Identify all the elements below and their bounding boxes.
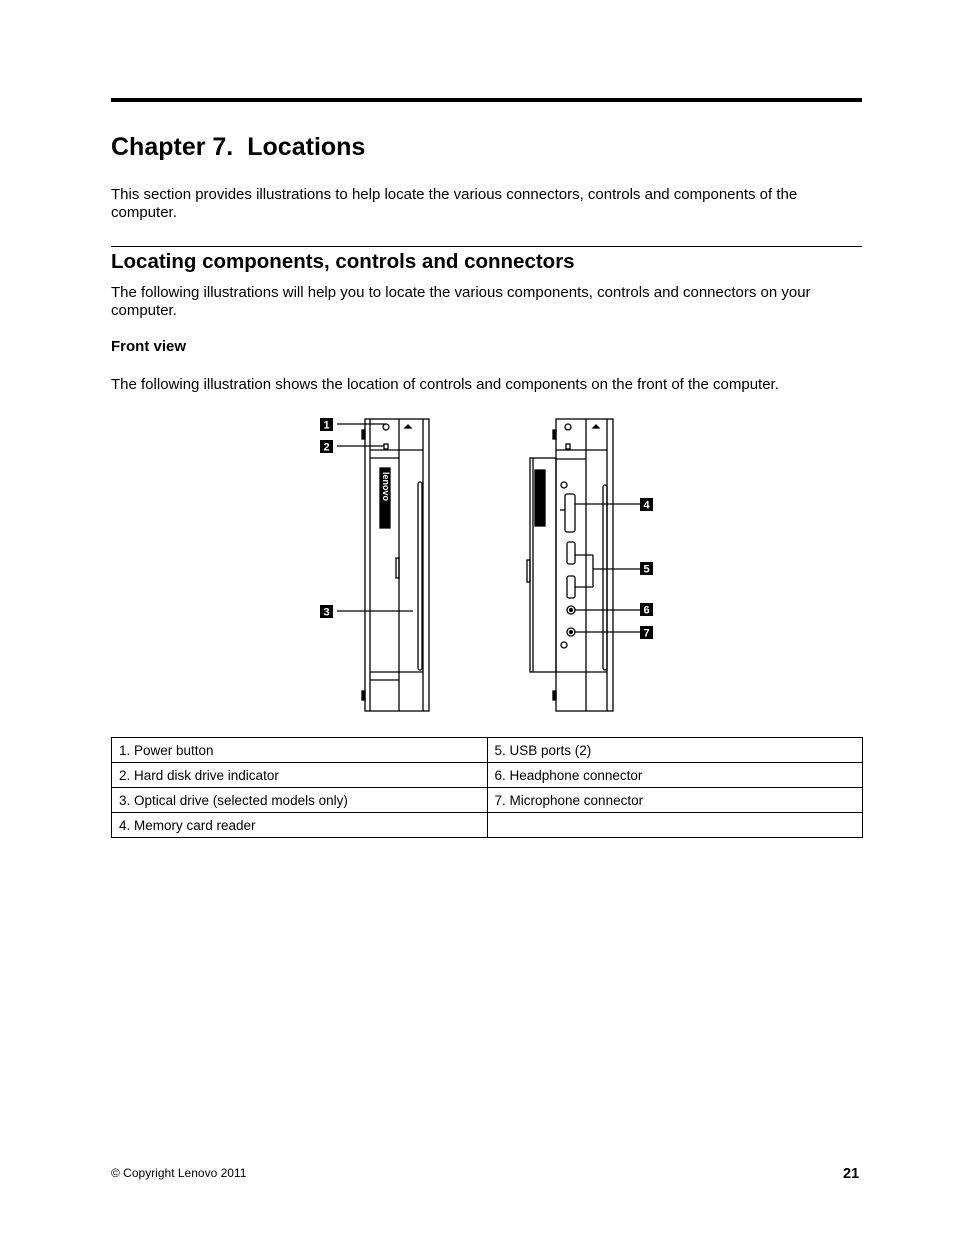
table-row <box>112 738 863 763</box>
callout-5 <box>640 562 653 576</box>
chapter-intro: This section provides illustrations to help locate the various connectors, controls and components of the computer. <box>111 186 798 221</box>
section-rule <box>111 246 862 247</box>
svg-text:2: 2 <box>323 441 330 454</box>
page-number: 21 <box>843 1166 860 1182</box>
computer-front-closed <box>362 419 429 711</box>
footer-copyright: © Copyright Lenovo 2011 <box>111 1166 247 1180</box>
svg-text:5: 5 <box>643 563 650 576</box>
svg-text:7: 7 <box>643 627 650 640</box>
svg-text:6: 6 <box>643 604 650 617</box>
table-row <box>112 813 863 838</box>
brand-label: lenovo <box>381 472 391 502</box>
chapter-top-rule <box>111 98 862 102</box>
svg-text:1: 1 <box>323 419 330 432</box>
table-cell <box>487 813 863 838</box>
svg-text:4: 4 <box>643 499 650 512</box>
svg-text:3: 3 <box>323 606 330 619</box>
table-cell: 5. USB ports (2) <box>487 738 863 763</box>
callout-1 <box>320 418 333 432</box>
callout-6 <box>640 603 653 617</box>
table-cell: 3. Optical drive (selected models only) <box>112 788 488 813</box>
callout-7 <box>640 626 653 640</box>
table-row <box>112 788 863 813</box>
front-view-illustration <box>310 410 670 720</box>
chapter-number: Chapter 7. <box>111 133 234 161</box>
table-row <box>112 763 863 788</box>
chapter-title <box>111 133 365 162</box>
section-paragraph: The following illustrations will help you to locate the various components, controls and connectors on your computer. <box>111 284 811 319</box>
table-cell: 4. Memory card reader <box>112 813 488 838</box>
computer-front-open <box>527 419 613 711</box>
front-view-paragraph: The following illustration shows the location of controls and components on the front of the computer. <box>111 376 779 393</box>
table-cell: 1. Power button <box>112 738 488 763</box>
callout-2 <box>320 440 333 454</box>
component-legend-table <box>111 737 863 838</box>
chapter-name: Locations <box>247 133 366 161</box>
front-view-heading: Front view <box>111 338 187 355</box>
table-cell: 6. Headphone connector <box>487 763 863 788</box>
callout-3 <box>320 605 333 619</box>
callout-4 <box>640 498 653 512</box>
section-title: Locating components, controls and connectors <box>111 250 575 273</box>
table-cell: 2. Hard disk drive indicator <box>112 763 488 788</box>
table-cell: 7. Microphone connector <box>487 788 863 813</box>
